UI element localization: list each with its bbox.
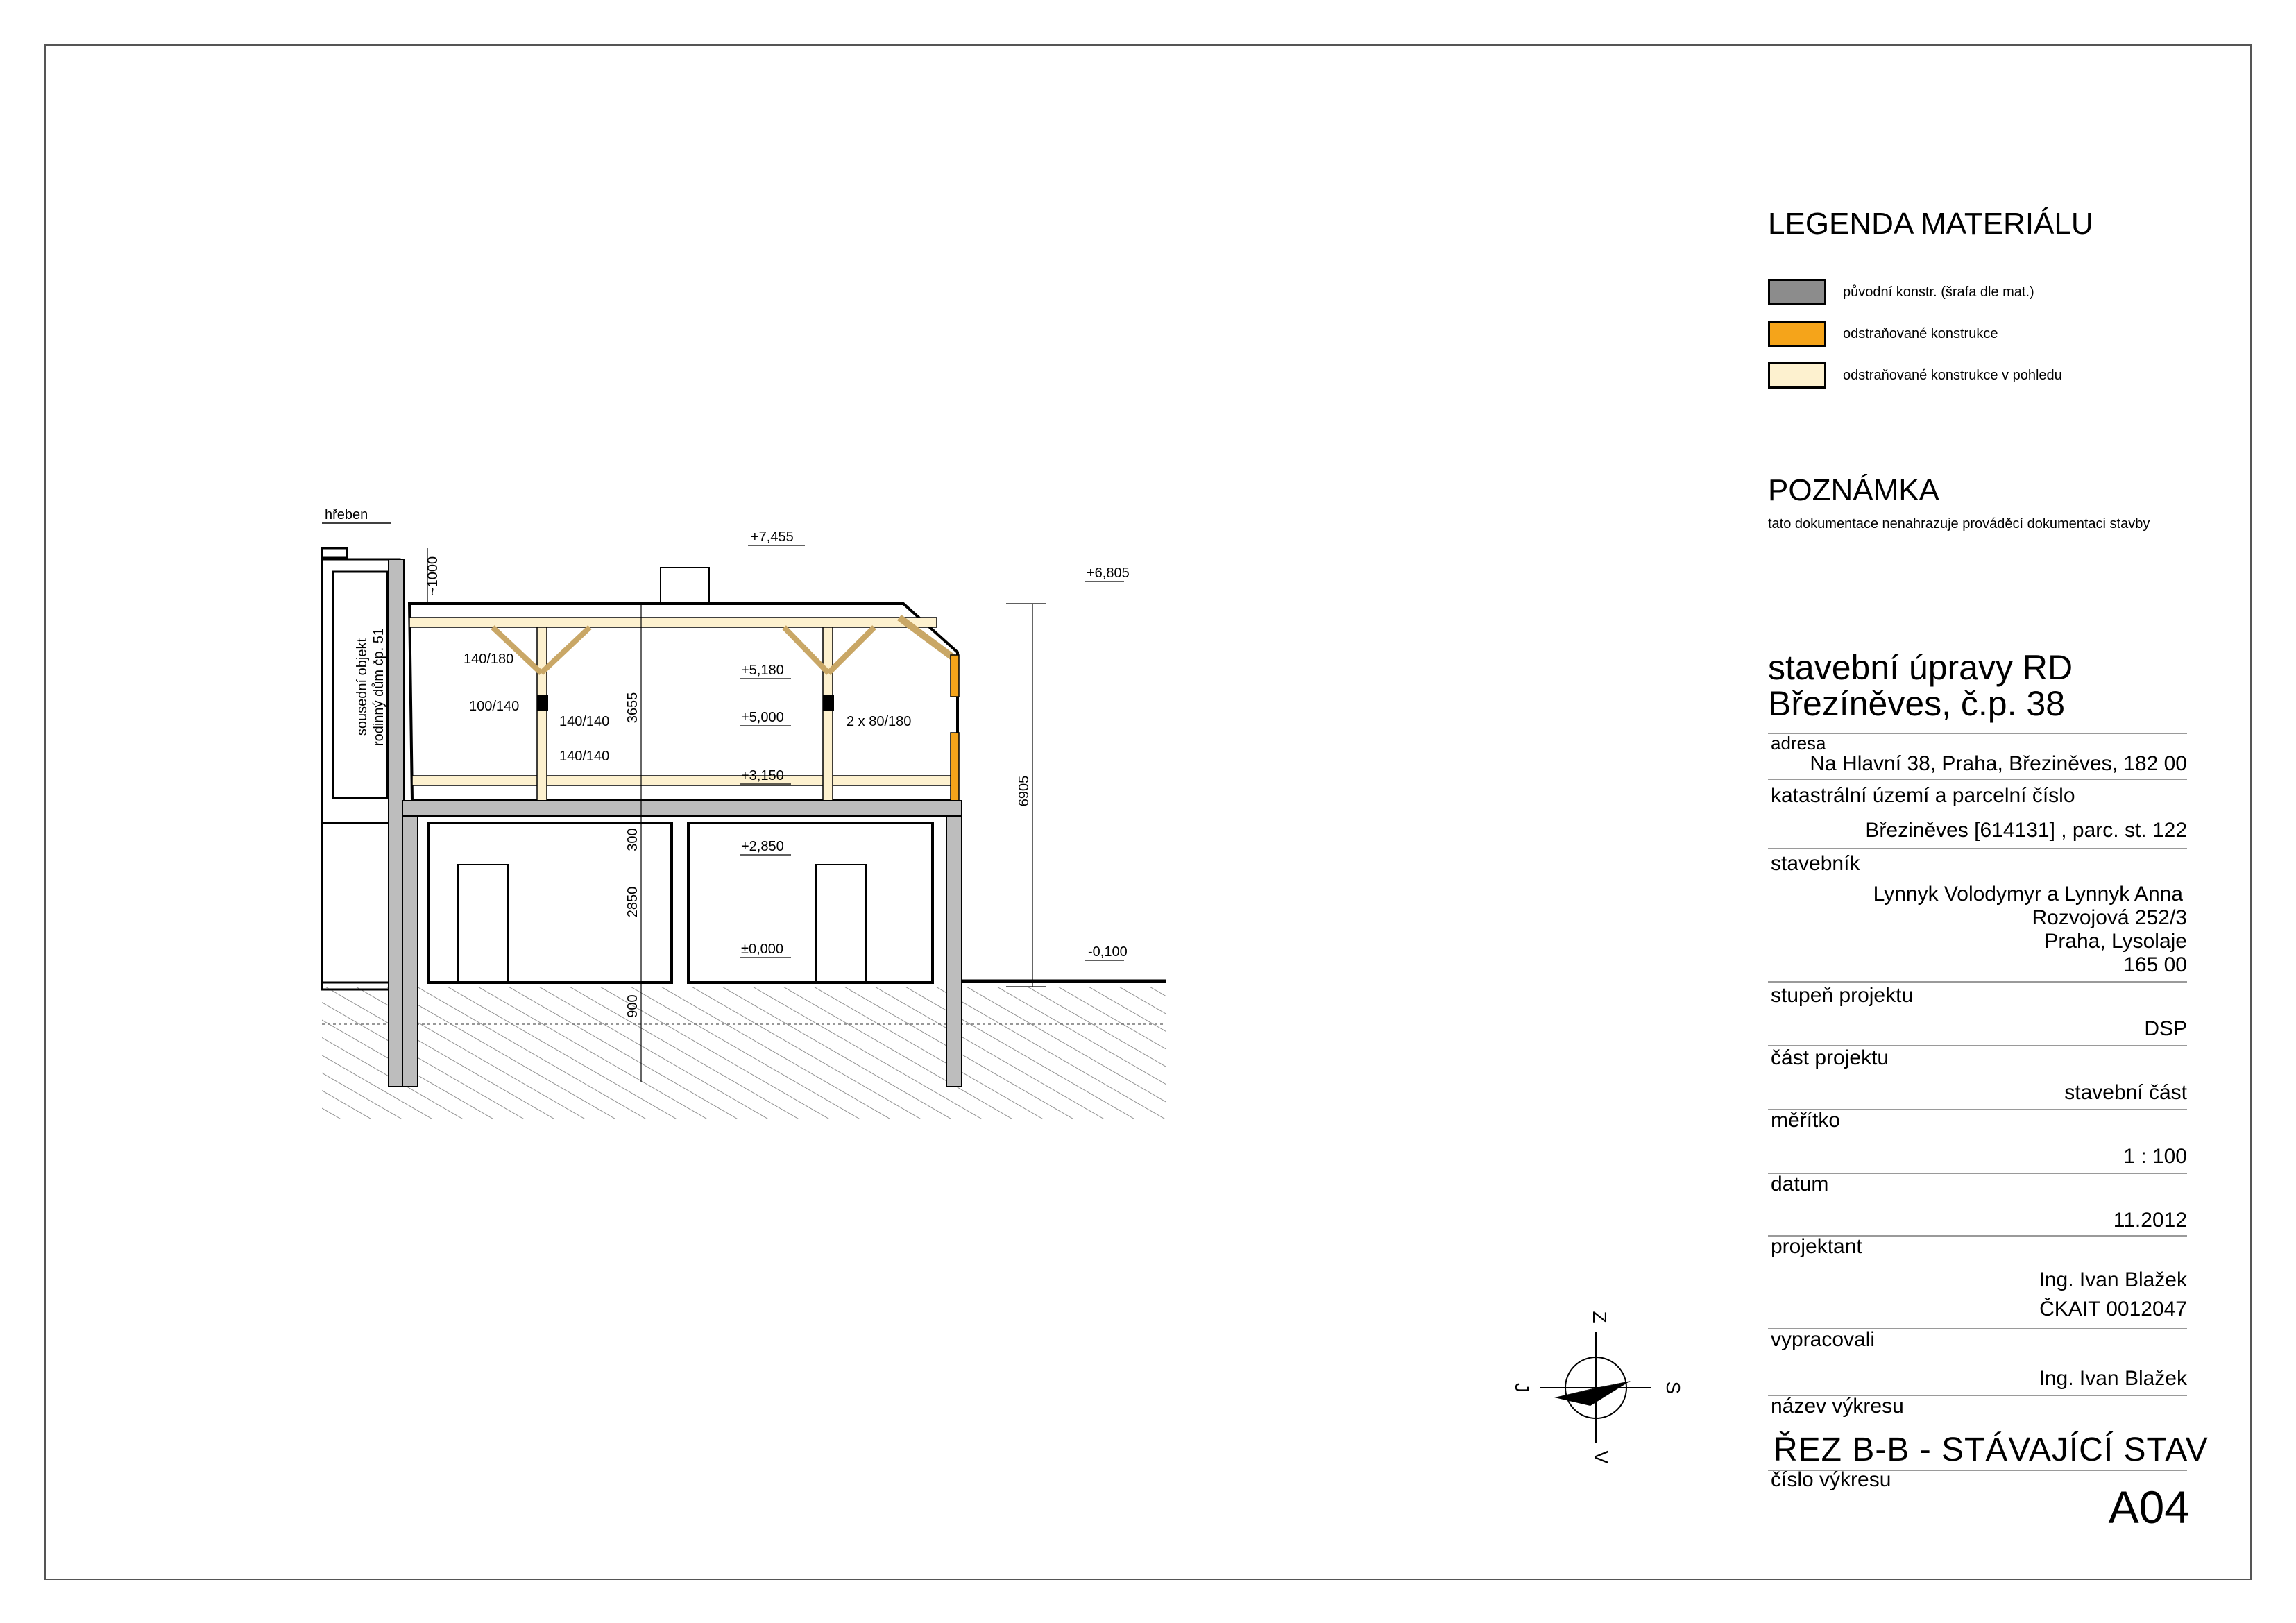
dim-2850: 2850 <box>625 886 640 918</box>
legend-swatch-gray <box>1768 279 1826 305</box>
level-5180: +5,180 <box>741 663 784 678</box>
chimney <box>661 568 709 604</box>
builder-label: stavebník <box>1771 852 1860 875</box>
level-top: +7,455 <box>751 529 794 545</box>
titleblock-divider <box>1768 1173 2187 1174</box>
legend-swatch-orange <box>1768 321 1826 347</box>
post-left <box>537 627 547 809</box>
party-wall <box>389 559 404 1087</box>
post-joint <box>823 695 834 711</box>
post-joint <box>537 695 548 711</box>
note-title: POZNÁMKA <box>1768 473 1939 507</box>
compass-s: V <box>1590 1450 1612 1464</box>
date-value: 11.2012 <box>2113 1209 2187 1232</box>
stage-label: stupeň projektu <box>1771 984 1914 1007</box>
project-title <box>1768 649 2073 722</box>
ceiling-slab <box>402 801 962 816</box>
compass-rose <box>1506 1305 1693 1471</box>
compass-e: S <box>1663 1381 1684 1395</box>
room-right <box>688 823 933 983</box>
removed-window-upper <box>951 655 959 697</box>
address-label: adresa <box>1771 733 1826 754</box>
level-2850: +2,850 <box>741 839 784 854</box>
level-5000: +5,000 <box>741 710 784 725</box>
scale-label: měřítko <box>1771 1109 1841 1132</box>
neighbor-cap <box>322 548 347 558</box>
drawing-name-label: název výkresu <box>1771 1395 1904 1418</box>
dim-900: 900 <box>625 994 640 1018</box>
prepared-label: vypracovali <box>1771 1328 1876 1351</box>
project-title-line1: stavební úpravy RD <box>1768 648 2073 687</box>
legend-label: odstraňované konstrukce v pohledu <box>1843 368 2062 383</box>
cadastre-value: Březiněves [614131] , parc. st. 122 <box>1865 819 2187 842</box>
timber-label-4: 140/140 <box>559 749 610 764</box>
neighbor-label-2: rodinný dům čp. 51 <box>371 627 386 747</box>
titleblock-divider <box>1768 779 2187 780</box>
titleblock-divider <box>1768 733 2187 734</box>
dim-1000: ~1000 <box>425 556 441 596</box>
legend-swatch-cream <box>1768 362 1826 389</box>
address-value: Na Hlavní 38, Praha, Březiněves, 182 00 <box>1810 752 2187 775</box>
builder-line-1: Lynnyk Volodymyr a Lynnyk Anna <box>1873 883 2183 906</box>
strut <box>828 627 874 673</box>
date-label: datum <box>1771 1173 1829 1196</box>
removed-window-lower <box>951 733 959 802</box>
wall-left <box>402 816 418 1087</box>
compass-n: Z <box>1589 1311 1610 1323</box>
level-3150: +3,150 <box>741 768 784 783</box>
titleblock-divider <box>1768 848 2187 849</box>
wall-right <box>946 816 962 1087</box>
designer-line-1: Ing. Ivan Blažek <box>2039 1268 2187 1291</box>
cadastre-label: katastrální území a parcelní číslo <box>1771 784 2075 807</box>
timber-label-2: 100/140 <box>469 699 520 714</box>
timber-label-3: 140/140 <box>559 714 610 729</box>
scale-value: 1 : 100 <box>2123 1145 2187 1168</box>
neighbor-label-1: sousední objekt <box>355 638 370 736</box>
post-right <box>823 627 833 809</box>
legend-label: odstraňované konstrukce <box>1843 326 1998 341</box>
timber-label-5: 2 x 80/180 <box>847 714 912 729</box>
dim-6905: 6905 <box>1017 775 1032 807</box>
dim-300: 300 <box>625 828 640 851</box>
project-title-line2: Březíněves, č.p. 38 <box>1768 684 2066 723</box>
designer-label: projektant <box>1771 1235 1862 1258</box>
builder-line-4: 165 00 <box>2123 953 2187 976</box>
section-drawing <box>305 500 1180 1124</box>
strut <box>784 627 828 673</box>
ridge-label: hřeben <box>325 507 368 522</box>
dim-3655: 3655 <box>625 692 640 724</box>
titleblock-divider <box>1768 981 2187 983</box>
part-value: stavební část <box>2064 1081 2187 1104</box>
timber-label-1: 140/180 <box>464 652 514 667</box>
drawing-name: ŘEZ B-B - STÁVAJÍCÍ STAV <box>1774 1431 2209 1468</box>
part-label: část projektu <box>1771 1046 1889 1069</box>
ground-hatch <box>322 987 1166 1119</box>
note-text: tato dokumentace nenahrazuje prováděcí dokumentaci stavby <box>1768 516 2150 532</box>
collar-beam <box>409 618 937 627</box>
level-eave: +6,805 <box>1087 566 1130 581</box>
legend-label: původní konstr. (šrafa dle mat.) <box>1843 284 2034 300</box>
legend-title: LEGENDA MATERIÁLU <box>1768 207 2093 241</box>
builder-line-3: Praha, Lysolaje <box>2044 930 2187 953</box>
strut <box>541 627 590 673</box>
drawing-number: A04 <box>2108 1481 2190 1533</box>
compass-w: J <box>1511 1383 1533 1393</box>
drawing-number-label: číslo výkresu <box>1771 1468 1891 1491</box>
level-zero: ±0,000 <box>741 942 784 957</box>
designer-line-2: ČKAIT 0012047 <box>2039 1298 2187 1320</box>
builder-line-2: Rozvojová 252/3 <box>2032 906 2187 929</box>
prepared-value: Ing. Ivan Blažek <box>2039 1367 2187 1390</box>
tie-beam <box>412 776 958 785</box>
stage-value: DSP <box>2144 1017 2187 1040</box>
level-ground: -0,100 <box>1088 944 1128 960</box>
